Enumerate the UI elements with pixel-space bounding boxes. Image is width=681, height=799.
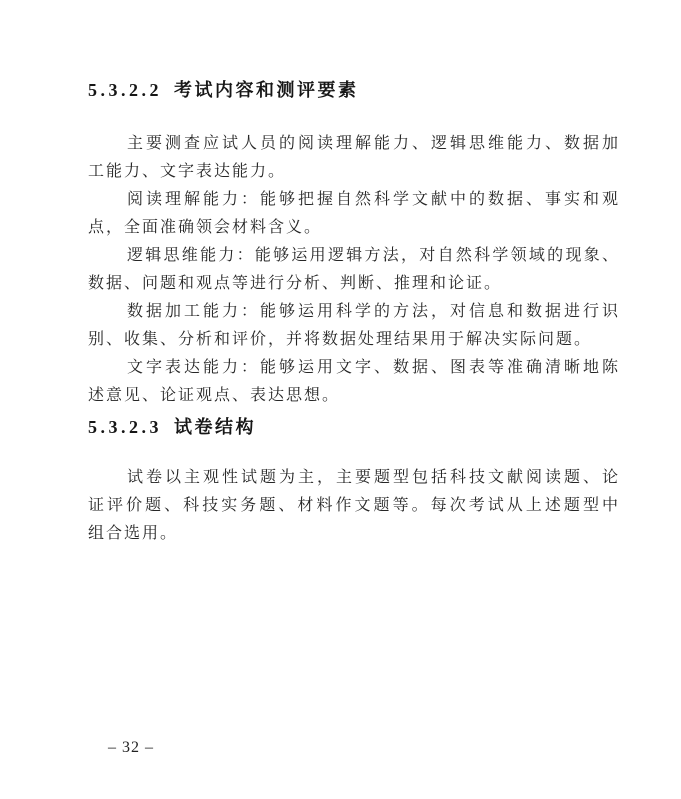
text-line: 数据加工能力：能够运用科学的方法，对信息和数据进行识 [127, 303, 620, 320]
text-line: 别、收集、分析和评价，并将数据处理结果用于解决实际问题。 [88, 331, 593, 348]
text-line: 阅读理解能力：能够把握自然科学文献中的数据、事实和观 [127, 191, 620, 208]
text-line: 证评价题、科技实务题、材料作文题等。每次考试从上述题型中 [88, 497, 620, 514]
heading-number: 5.3.2.2 [88, 80, 162, 100]
text-line: 试卷以主观性试题为主，主要题型包括科技文献阅读题、论 [127, 469, 620, 486]
heading-number: 5.3.2.3 [88, 417, 162, 437]
page-number: – 32 – [108, 739, 154, 756]
text-line: 点，全面准确领会材料含义。 [88, 219, 323, 236]
text-line: 数据、问题和观点等进行分析、判断、推理和论证。 [88, 275, 503, 292]
heading-title: 考试内容和测评要素 [174, 80, 359, 100]
text-line: 逻辑思维能力：能够运用逻辑方法，对自然科学领域的现象、 [127, 247, 620, 264]
text-line: 组合选用。 [88, 525, 179, 542]
section-body-paper-structure [88, 464, 620, 548]
text-line: 述意见、论证观点、表达思想。 [88, 387, 341, 404]
page-content [88, 0, 620, 799]
heading-title: 试卷结构 [174, 417, 256, 437]
text-line: 主要测查应试人员的阅读理解能力、逻辑思维能力、数据加 [127, 135, 620, 152]
section-heading-5-3-2-2 [88, 77, 620, 103]
text-line: 工能力、文字表达能力。 [88, 163, 287, 180]
section-heading-5-3-2-3 [88, 414, 620, 440]
section-body-exam-content [88, 130, 620, 410]
text-line: 文字表达能力：能够运用文字、数据、图表等准确清晰地陈 [127, 359, 620, 376]
